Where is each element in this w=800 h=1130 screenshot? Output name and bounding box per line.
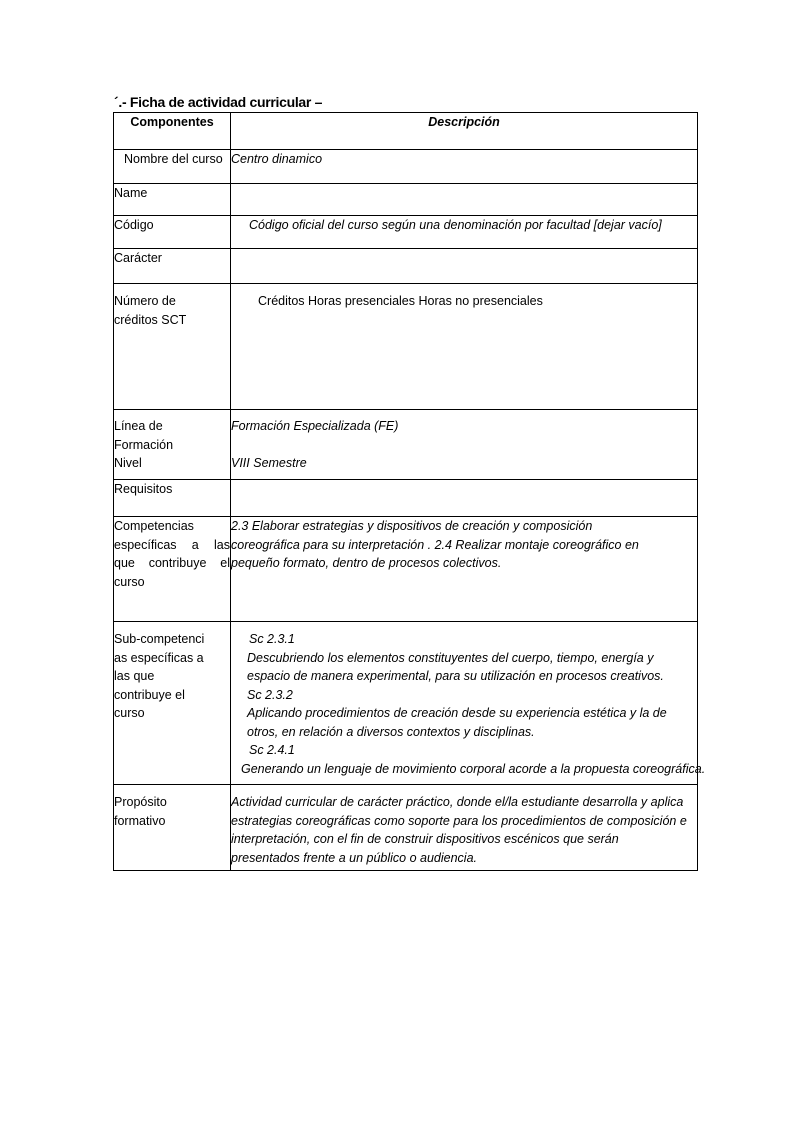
value-proposito: Actividad curricular de carácter práctico, donde el/la estudiante desarrolla y aplica estrategias coreográficas como soporte para los procedimientos de composición e interpretación, con el fin de construir dispositivos escénicos que serán presentados frente a un público o audiencia. <box>231 785 698 871</box>
value-competencias: 2.3 Elaborar estrategias y dispositivos de creación y composición coreográfica para su interpretación . 2.4 Realizar montaje coreográfico en pequeño formato, dentro de procesos colectivos. <box>231 517 698 622</box>
label-name: Name <box>114 184 231 216</box>
row-linea <box>114 410 698 480</box>
curricular-activity-table <box>113 112 706 871</box>
label-caracter: Carácter <box>114 249 231 284</box>
row-codigo <box>114 216 698 249</box>
linea-formacion: Formación Especializada (FE) <box>231 419 399 433</box>
header-components: Componentes <box>114 113 231 150</box>
label-linea: Línea de Formación Nivel <box>114 410 231 480</box>
row-subcompetencias <box>114 622 698 785</box>
value-requisitos <box>231 480 698 517</box>
label-subcompetencias: Sub-competenci as específicas a las que contribuye el curso <box>114 622 231 785</box>
value-caracter <box>231 249 698 284</box>
header-description: Descripción <box>231 113 698 150</box>
row-name <box>114 184 698 216</box>
linea-nivel: VIII Semestre <box>231 455 307 470</box>
table-header-row <box>114 113 698 150</box>
sc-2-3-1-code: Sc 2.3.1 <box>249 632 295 646</box>
row-proposito <box>114 785 698 871</box>
label-nombre: Nombre del curso <box>114 150 231 184</box>
sc-2-4-1-text: Generando un lenguaje de movimiento corporal acorde a la propuesta coreográfica. <box>241 761 706 776</box>
row-caracter <box>114 249 698 284</box>
label-codigo: Código <box>114 216 231 249</box>
label-requisitos: Requisitos <box>114 480 231 517</box>
value-subcompetencias <box>231 622 706 785</box>
document-title: ´.- Ficha de actividad curricular – <box>114 94 323 110</box>
label-creditos: Número de créditos SCT <box>114 284 231 410</box>
row-nombre <box>114 150 698 184</box>
sc-2-3-1-text: Descubriendo los elementos constituyentes del cuerpo, tiempo, energía y espacio de manera experimental, para su utilización en procesos creativos. Sc 2.3.2 <box>247 650 664 702</box>
sc-2-4-1-code: Sc 2.4.1 <box>249 743 295 757</box>
row-requisitos <box>114 480 698 517</box>
value-name <box>231 184 698 216</box>
value-creditos: Créditos Horas presenciales Horas no presenciales <box>231 284 698 410</box>
label-competencias: Competencias específicas a las que contribuye el curso <box>114 517 231 622</box>
row-competencias <box>114 517 698 622</box>
value-linea <box>231 410 698 480</box>
row-creditos <box>114 284 698 410</box>
value-nombre: Centro dinamico <box>231 150 698 184</box>
label-proposito: Propósito formativo <box>114 785 231 871</box>
sc-2-3-2-text: Aplicando procedimientos de creación desde su experiencia estética y la de otros, en relación a diversos contextos y disciplinas. <box>247 706 667 739</box>
value-codigo: Código oficial del curso según una denominación por facultad [dejar vacío] <box>231 216 698 249</box>
